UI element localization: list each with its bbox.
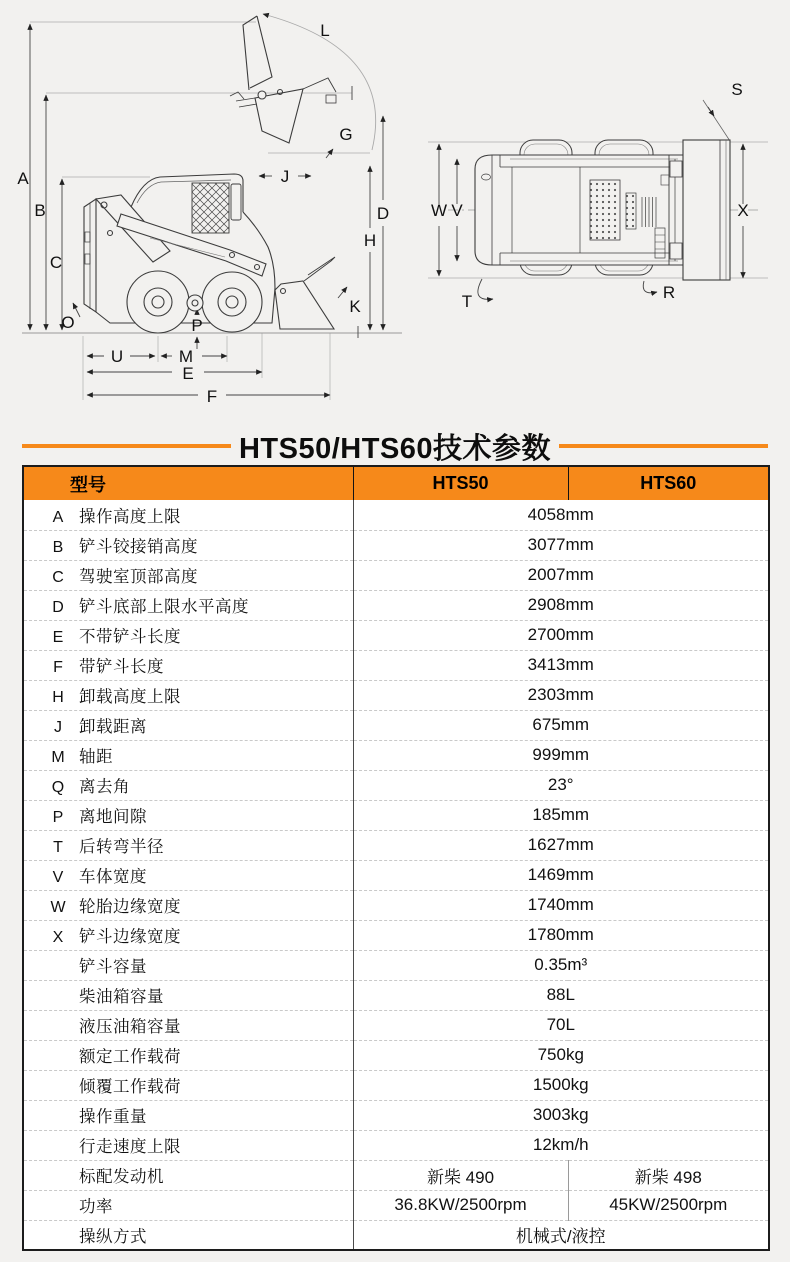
spec-value: 0.35m³ — [353, 950, 769, 980]
table-row — [23, 1130, 769, 1160]
spec-value: 23° — [353, 770, 769, 800]
spec-label-cell — [23, 680, 353, 710]
spec-value: 4058mm — [527, 504, 594, 524]
spec-label-cell — [23, 710, 353, 740]
table-row — [23, 920, 769, 950]
spec-label: 铲斗铰接销高度 — [79, 538, 198, 556]
top-view-diagram — [420, 55, 790, 355]
dim-label-O: O — [61, 313, 75, 332]
spec-label-cell — [23, 650, 353, 680]
spec-value: 机械式/液控 — [353, 1220, 769, 1250]
table-row — [23, 860, 769, 890]
dim-label-P: P — [191, 316, 203, 335]
spec-label-cell — [23, 950, 353, 980]
dim-label-G: G — [339, 125, 353, 144]
spec-label-cell — [23, 1010, 353, 1040]
title-row — [0, 428, 790, 464]
spec-table — [22, 465, 770, 1251]
spec-label-cell — [23, 1190, 353, 1220]
spec-label-cell — [23, 890, 353, 920]
table-row — [23, 740, 769, 770]
spec-label: 离去角 — [79, 778, 130, 796]
spec-value: 70L — [353, 1010, 769, 1040]
table-row — [23, 830, 769, 860]
spec-label-cell — [23, 980, 353, 1010]
table-row — [23, 950, 769, 980]
table-row — [23, 1010, 769, 1040]
spec-label: 行走速度上限 — [79, 1138, 181, 1156]
dim-label-T: T — [461, 292, 473, 311]
dimension-letter: V — [52, 869, 64, 886]
spec-label: 柴油箱容量 — [79, 988, 164, 1006]
table-row — [23, 530, 769, 560]
spec-label-cell — [23, 1130, 353, 1160]
spec-label: 轮胎边缘宽度 — [79, 898, 181, 916]
dimension-letter: X — [52, 929, 64, 946]
spec-value-hts50: 36.8KW/2500rpm — [353, 1190, 568, 1220]
spec-label: 带铲斗长度 — [79, 658, 164, 676]
spec-label: 卸载距离 — [79, 718, 147, 736]
spec-label: 标配发动机 — [79, 1168, 164, 1186]
table-row — [23, 1070, 769, 1100]
spec-value: 3413mm — [353, 650, 769, 680]
spec-value: 3077mm — [353, 530, 769, 560]
dimension-letter: J — [54, 719, 62, 736]
page-title: HTS50/HTS60技术参数 — [238, 432, 552, 465]
table-row — [23, 500, 769, 530]
dimension-letter: W — [50, 899, 66, 916]
table-row — [23, 710, 769, 740]
spec-label: 铲斗底部上限水平高度 — [79, 598, 249, 616]
spec-value: 1780mm — [353, 920, 769, 950]
col-header-model: 型号 — [23, 466, 353, 500]
spec-label: 铲斗容量 — [79, 958, 147, 976]
table-row — [23, 1220, 769, 1250]
dim-label-E: E — [182, 364, 194, 383]
dim-label-B: B — [34, 201, 46, 220]
spec-value: 2007mm — [353, 560, 769, 590]
spec-label: 后转弯半径 — [79, 838, 164, 856]
spec-label: 操纵方式 — [79, 1227, 147, 1246]
dim-label-R: R — [662, 283, 676, 302]
spec-value-hts50: 新柴 490 — [353, 1160, 568, 1190]
table-row — [23, 980, 769, 1010]
side-view-diagram — [0, 0, 420, 428]
dimension-letter: H — [52, 689, 64, 706]
spec-value-hts60: 新柴 498 — [568, 1160, 769, 1190]
spec-value: 2700mm — [353, 620, 769, 650]
dim-label-W: W — [430, 201, 448, 220]
spec-value: 1627mm — [353, 830, 769, 860]
table-row — [23, 560, 769, 590]
spec-value: 675mm — [353, 710, 769, 740]
spec-label-cell — [23, 1040, 353, 1070]
spec-label-cell — [23, 530, 353, 560]
spec-label-cell — [23, 500, 353, 530]
spec-label-cell — [23, 800, 353, 830]
col-header-hts60: HTS60 — [568, 466, 769, 500]
dim-label-U: U — [110, 347, 124, 366]
dim-label-H: H — [363, 231, 377, 250]
title-rule-left — [22, 444, 231, 448]
spec-value: 185mm — [353, 800, 769, 830]
spec-label-cell — [23, 590, 353, 620]
table-row — [23, 590, 769, 620]
spec-label: 功率 — [79, 1198, 113, 1216]
dim-label-V: V — [451, 201, 463, 220]
spec-value: 750kg — [353, 1040, 769, 1070]
table-row — [23, 1100, 769, 1130]
loader-side-art — [84, 16, 336, 333]
dimension-letter: E — [52, 629, 64, 646]
dimension-letter: P — [52, 809, 64, 826]
table-row — [23, 770, 769, 800]
table-row — [23, 620, 769, 650]
dim-label-K: K — [349, 297, 361, 316]
spec-value: 88L — [353, 980, 769, 1010]
spec-label-cell — [23, 920, 353, 950]
spec-value: 12km/h — [353, 1130, 769, 1160]
spec-value: 2908mm — [353, 590, 769, 620]
spec-label: 操作重量 — [79, 1108, 147, 1126]
spec-label: 卸载高度上限 — [79, 688, 181, 706]
spec-label: 车体宽度 — [79, 868, 147, 886]
dimension-letter: Q — [51, 779, 65, 796]
spec-label-cell — [23, 560, 353, 590]
spec-label-cell — [23, 740, 353, 770]
spec-label: 铲斗边缘宽度 — [79, 928, 181, 946]
spec-value-hts60: 45KW/2500rpm — [568, 1190, 769, 1220]
spec-value: 1469mm — [353, 860, 769, 890]
spec-label: 倾覆工作载荷 — [79, 1078, 181, 1096]
dimension-letter: D — [52, 599, 64, 616]
title-rule-right — [559, 444, 768, 448]
table-row — [23, 1190, 769, 1220]
dim-label-D: D — [376, 204, 390, 223]
spec-table-body — [23, 500, 769, 1250]
spec-label: 额定工作载荷 — [79, 1048, 181, 1066]
table-row — [23, 1040, 769, 1070]
col-header-hts50: HTS50 — [353, 466, 568, 500]
dim-label-C: C — [49, 253, 63, 272]
spec-label: 不带铲斗长度 — [79, 628, 181, 646]
table-row — [23, 650, 769, 680]
dim-label-X: X — [737, 201, 749, 220]
table-row — [23, 1160, 769, 1190]
spec-label-cell — [23, 770, 353, 800]
dim-label-J: J — [280, 167, 290, 186]
table-row — [23, 800, 769, 830]
spec-label-cell — [23, 1220, 353, 1250]
spec-label: 液压油箱容量 — [79, 1018, 181, 1036]
dimension-letter: B — [52, 539, 64, 556]
spec-label: 轴距 — [79, 748, 113, 766]
spec-label-cell — [23, 1070, 353, 1100]
spec-label-cell — [23, 620, 353, 650]
spec-value: 3003kg — [353, 1100, 769, 1130]
dim-label-S: S — [731, 80, 743, 99]
spec-value: 2303mm — [353, 680, 769, 710]
table-row — [23, 890, 769, 920]
table-header-row — [23, 466, 769, 500]
table-row — [23, 680, 769, 710]
dimension-letter: M — [51, 749, 65, 766]
spec-label-cell — [23, 830, 353, 860]
loader-top-art — [475, 140, 730, 280]
dimension-letter: T — [53, 839, 63, 856]
spec-label: 离地间隙 — [79, 808, 147, 826]
spec-label-cell — [23, 1160, 353, 1190]
spec-label: 操作高度上限 — [79, 507, 181, 526]
dim-label-L: L — [320, 21, 330, 40]
dimension-letter: C — [52, 569, 64, 586]
diagram-section — [0, 0, 790, 428]
spec-label: 驾驶室顶部高度 — [79, 568, 198, 586]
spec-value: 1500kg — [353, 1070, 769, 1100]
dimension-letter: F — [53, 659, 63, 676]
dim-label-A: A — [17, 169, 29, 188]
spec-value: 1740mm — [353, 890, 769, 920]
dim-label-F: F — [206, 387, 218, 406]
dim-label-M: M — [178, 347, 194, 366]
dimension-letter: A — [52, 508, 64, 526]
spec-value: 999mm — [353, 740, 769, 770]
spec-label-cell — [23, 1100, 353, 1130]
spec-label-cell — [23, 860, 353, 890]
